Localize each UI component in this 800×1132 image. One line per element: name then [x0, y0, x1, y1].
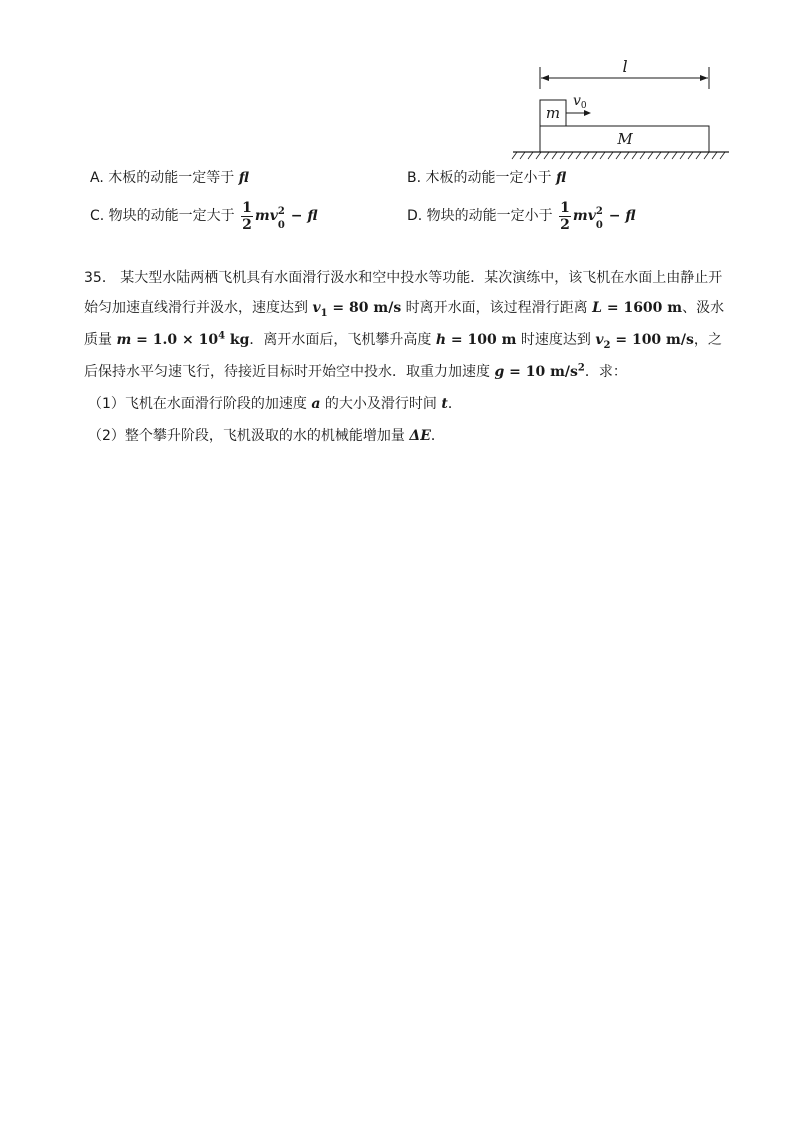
ground-hatching — [512, 152, 725, 159]
option-b-text: B. 木板的动能一定小于 — [407, 170, 552, 186]
sub-question-2: （2）整个攀升阶段，飞机汲取的水的机械能增加量 ΔE． — [88, 428, 445, 444]
option-d-text: D. 物块的动能一定小于 — [407, 208, 553, 224]
block-board-diagram — [505, 55, 735, 160]
option-c-text: C. 物块的动能一定大于 — [90, 208, 235, 224]
option-c-fraction: $\frac{1}{2}$ — [242, 199, 252, 233]
option-d-fraction: $\frac{1}{2}$ — [560, 199, 570, 233]
option-d-tail: − fl — [603, 208, 636, 224]
question-line-3: 质量 $m = 1.0 \times 10^4$ kg．离开水面后，飞机攀升高度 h = 100 m 时速度达到 $v_2 = 100$ m/s，之 — [84, 330, 722, 351]
option-d: D. 物块的动能一定小于 $\frac{1}{2}$ mv 2 0 − fl — [407, 199, 636, 233]
option-a-text: A. 木板的动能一定等于 — [90, 170, 235, 186]
block-label: m — [545, 104, 561, 122]
option-b-math: fl — [555, 170, 567, 186]
length-label: l — [622, 57, 628, 76]
sub-question-1: （1）飞机在水面滑行阶段的加速度 a 的大小及滑行时间 t． — [88, 396, 462, 412]
dimension-arrow-left — [541, 75, 549, 81]
option-b — [407, 168, 566, 188]
question-line-1 — [84, 268, 722, 288]
option-c-math: mv — [254, 208, 278, 224]
question-line-2: 始匀加速直线滑行并汲水，速度达到 $v_1 = 80$ m/s 时离开水面，该过程滑行距离 L = 1600 m、汲水 — [84, 300, 725, 319]
option-c-tail: − fl — [285, 208, 318, 224]
dimension-arrow-right — [700, 75, 708, 81]
option-a-math: fl — [238, 170, 249, 186]
option-c: C. 物块的动能一定大于 $\frac{1}{2}$ mv 2 0 − fl — [90, 199, 318, 233]
question-line-4: 后保持水平匀速飞行，待接近目标时开始空中投水．取重力加速度 g = 10 $m/s^2$．求： — [84, 362, 627, 380]
board-label: M — [617, 130, 633, 148]
option-d-math: mv — [572, 208, 596, 224]
question-number: 35． — [84, 270, 116, 286]
velocity-label: $v_0$ — [573, 93, 587, 111]
option-a — [90, 168, 249, 188]
question-text-1: 某大型水陆两栖飞机具有水面滑行汲水和空中投水等功能．某次演练中，该飞机在水面上由静止开 — [120, 270, 723, 286]
